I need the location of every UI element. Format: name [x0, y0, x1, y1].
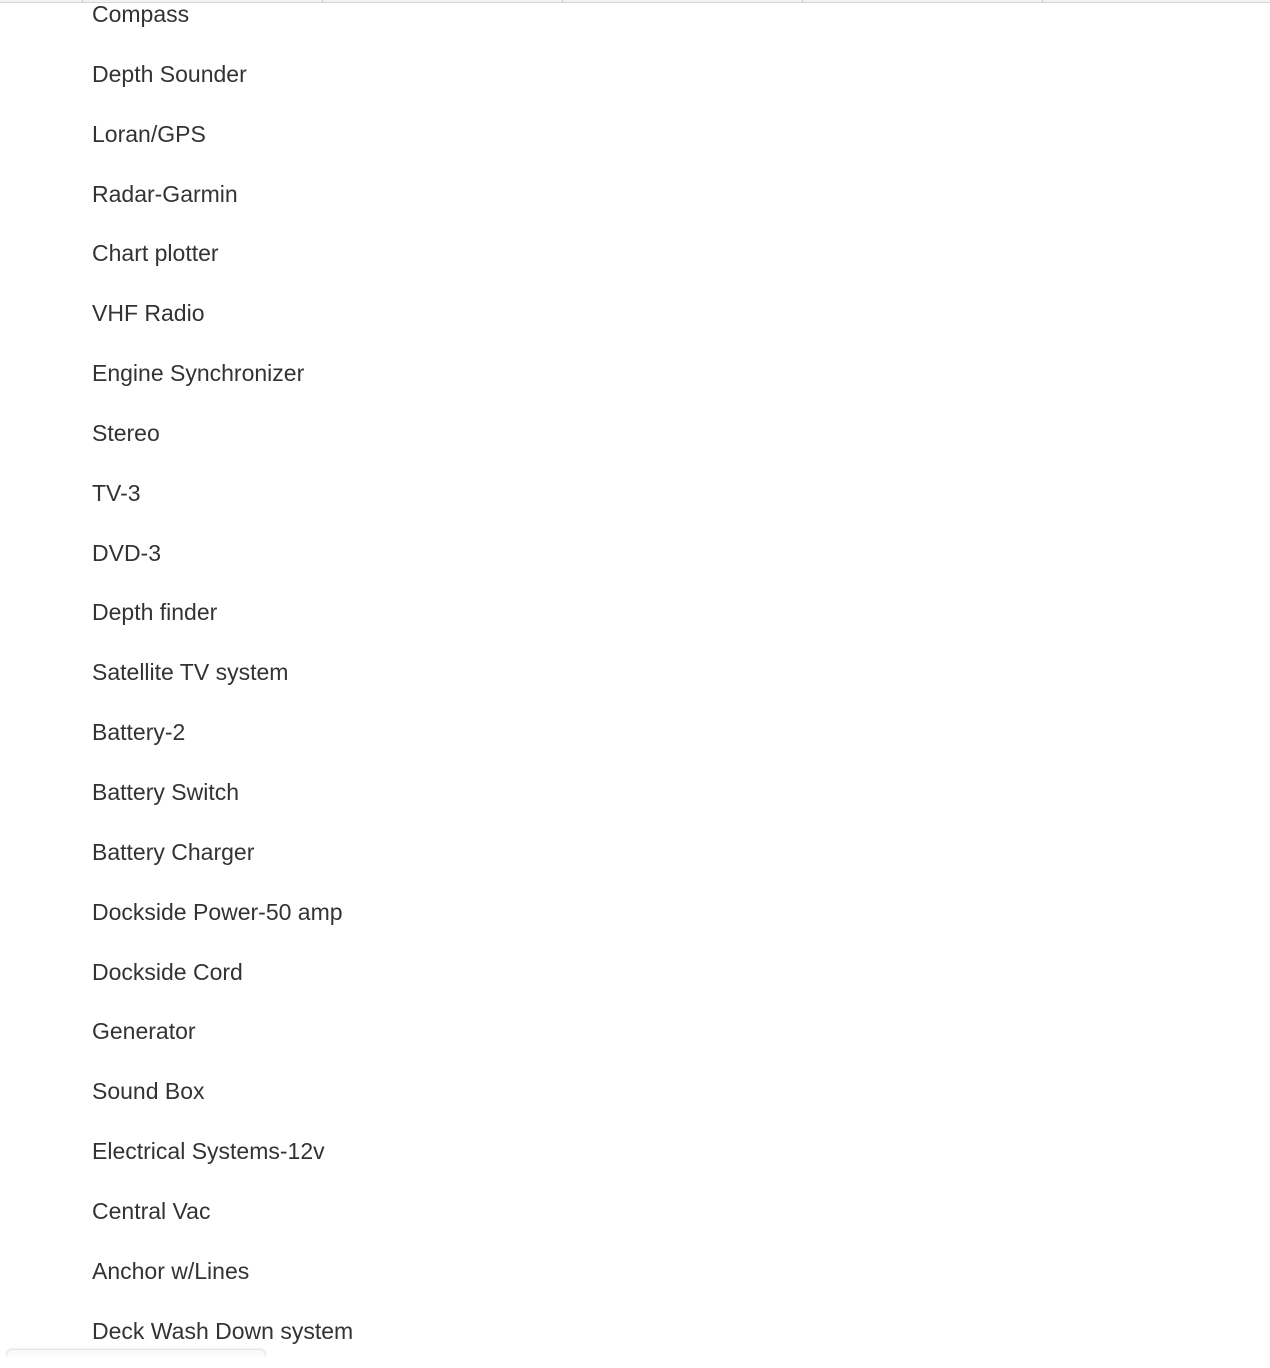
list-item: TV-3	[92, 479, 141, 506]
list-item: Radar-Garmin	[92, 180, 238, 207]
list-item: Chart plotter	[92, 240, 219, 267]
list-item: Dockside Power-50 amp	[92, 898, 343, 925]
list-item: DVD-3	[92, 539, 162, 566]
list-item: Generator	[92, 1018, 196, 1045]
list-item: Battery-2	[92, 719, 186, 746]
list-item: Engine Synchronizer	[92, 360, 305, 387]
list-item: Depth Sounder	[92, 60, 247, 87]
list-item: Dockside Cord	[92, 958, 243, 985]
list-item: Electrical Systems-12v	[92, 1138, 325, 1165]
list-item: Loran/GPS	[92, 120, 206, 147]
tab-divider	[802, 0, 803, 3]
list-item: Battery Charger	[92, 838, 255, 865]
bottom-floating-tab[interactable]	[6, 1349, 266, 1356]
list-item: Satellite TV system	[92, 659, 289, 686]
equipment-list	[92, 0, 692, 1368]
tab-divider	[1042, 0, 1043, 3]
list-item: Stereo	[92, 419, 160, 446]
list-item: Central Vac	[92, 1197, 211, 1224]
list-item: Depth finder	[92, 599, 218, 626]
list-item: Compass	[92, 1, 190, 27]
list-item: Sound Box	[92, 1078, 205, 1105]
list-item: Deck Wash Down system	[92, 1317, 354, 1344]
tab-divider	[82, 0, 83, 3]
list-item: Anchor w/Lines	[92, 1257, 250, 1284]
list-item: VHF Radio	[92, 300, 205, 327]
list-item: Battery Switch	[92, 778, 239, 805]
